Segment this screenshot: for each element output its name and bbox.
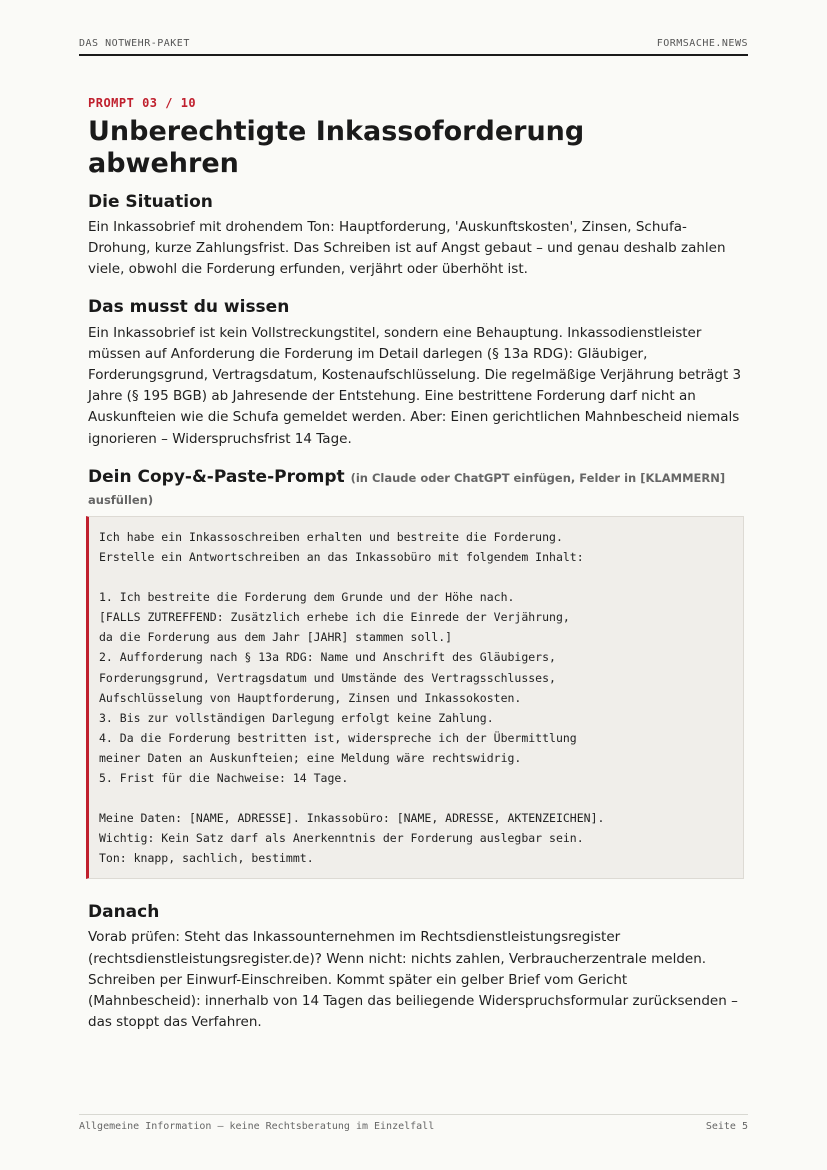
page-content bbox=[88, 96, 742, 1050]
prompt-line: Wichtig: Kein Satz darf als Anerkenntnis der Forderung auslegbar sein. bbox=[99, 831, 584, 846]
prompt-line: Erstelle ein Antwortschreiben an das Inkassobüro mit folgendem Inhalt: bbox=[99, 550, 584, 565]
prompt-line: 4. Da die Forderung bestritten ist, widerspreche ich der Übermittlung bbox=[99, 730, 577, 745]
header-publication: DAS NOTWEHR-PAKET bbox=[79, 38, 190, 49]
prompt-line bbox=[99, 788, 731, 808]
prompt-line: [FALLS ZUTREFFEND: Zusätzlich erhebe ich die Einrede der Verjährung, bbox=[99, 610, 570, 625]
prompt-line: Forderungsgrund, Vertragsdatum und Umstände des Vertragsschlusses, bbox=[99, 670, 556, 685]
section-situation bbox=[88, 191, 742, 281]
prompt-kicker: PROMPT 03 / 10 bbox=[88, 96, 197, 110]
prompt-line: Aufschlüsselung von Hauptforderung, Zinsen und Inkassokosten. bbox=[99, 690, 522, 705]
footer-disclaimer: Allgemeine Information – keine Rechtsberatung im Einzelfall bbox=[79, 1121, 435, 1132]
prompt-code-block[interactable] bbox=[86, 516, 744, 879]
prompt-line bbox=[99, 567, 731, 587]
prompt-line: Ich habe ein Inkassoschreiben erhalten und bestreite die Forderung. bbox=[99, 529, 563, 544]
situation-heading: Die Situation bbox=[88, 191, 213, 212]
prompt-heading bbox=[88, 466, 742, 510]
page-number: Seite 5 bbox=[705, 1121, 748, 1132]
danach-text: Vorab prüfen: Steht das Inkassounternehmen im Rechtsdienstleistungsregister (rechtsdienstleistungsregister.de)? Wenn nicht: nichts zahlen, Verbraucherzentrale melden. Schreiben per Einwurf-Einschreiben. Kommt später ein gelber Brief vom Gericht (Mahnbescheid): innerhalb von 14 Tagen das beiliegende Widerspruchsformular zurücksenden – das stoppt das Verfahren. bbox=[88, 929, 738, 1031]
header-site: FORMSACHE.NEWS bbox=[656, 38, 748, 49]
wissen-text: Ein Inkassobrief ist kein Vollstreckungstitel, sondern eine Behauptung. Inkassodienstleister müssen auf Anforderung die Forderung im Detail darlegen (§ 13a RDG): Gläubiger, Forderungsgrund, Vertragsdatum, Kostenaufschlüsselung. Die regelmäßige Verjährung beträgt 3 Jahre (§ 195 BGB) ab Jahresende der Entstehung. Eine bestrittene Forderung darf nicht an Auskunfteien wie die Schufa gemeldet werden. Aber: Einen gerichtlichen Mahnbescheid niemals ignorieren – Widerspruchsfrist 14 Tage. bbox=[88, 324, 742, 447]
prompt-line: 3. Bis zur vollständigen Darlegung erfolgt keine Zahlung. bbox=[99, 710, 494, 725]
prompt-heading-title: Dein Copy-&-Paste-Prompt bbox=[88, 466, 345, 487]
prompt-line: Meine Daten: [NAME, ADRESSE]. Inkassobüro: [NAME, ADRESSE, AKTENZEICHEN]. bbox=[99, 811, 605, 826]
prompt-line: da die Forderung aus dem Jahr [JAHR] stammen soll.] bbox=[99, 630, 453, 645]
wissen-heading: Das musst du wissen bbox=[88, 297, 290, 318]
prompt-line: 2. Aufforderung nach § 13a RDG: Name und Anschrift des Gläubigers, bbox=[99, 650, 556, 665]
prompt-heading-subtitle: (in Claude oder ChatGPT einfügen, Felder in [KLAMMERN] ausfüllen) bbox=[88, 470, 726, 507]
prompt-line: Ton: knapp, sachlich, bestimmt. bbox=[99, 851, 314, 866]
prompt-line: 1. Ich bestreite die Forderung dem Grunde und der Höhe nach. bbox=[99, 590, 515, 605]
prompt-line: 5. Frist für die Nachweise: 14 Tage. bbox=[99, 771, 349, 786]
page-title: Unberechtigte Inkassoforderung abwehren bbox=[88, 116, 585, 180]
section-prompt bbox=[88, 466, 742, 880]
situation-text: Ein Inkassobrief mit drohendem Ton: Hauptforderung, 'Auskunftskosten', Zinsen, Schufa-Drohung, kurze Zahlungsfrist. Das Schreiben ist auf Angst gebaut – und genau deshalb zahlen viele, obwohl die Forderung erfunden, verjährt oder überhöht ist. bbox=[88, 218, 726, 278]
prompt-line: meiner Daten an Auskunfteien; eine Meldung wäre rechtswidrig. bbox=[99, 750, 522, 765]
section-wissen bbox=[88, 296, 742, 449]
danach-heading: Danach bbox=[88, 902, 160, 923]
page-footer bbox=[79, 1114, 748, 1132]
section-danach bbox=[88, 901, 742, 1033]
page-header bbox=[79, 38, 748, 56]
